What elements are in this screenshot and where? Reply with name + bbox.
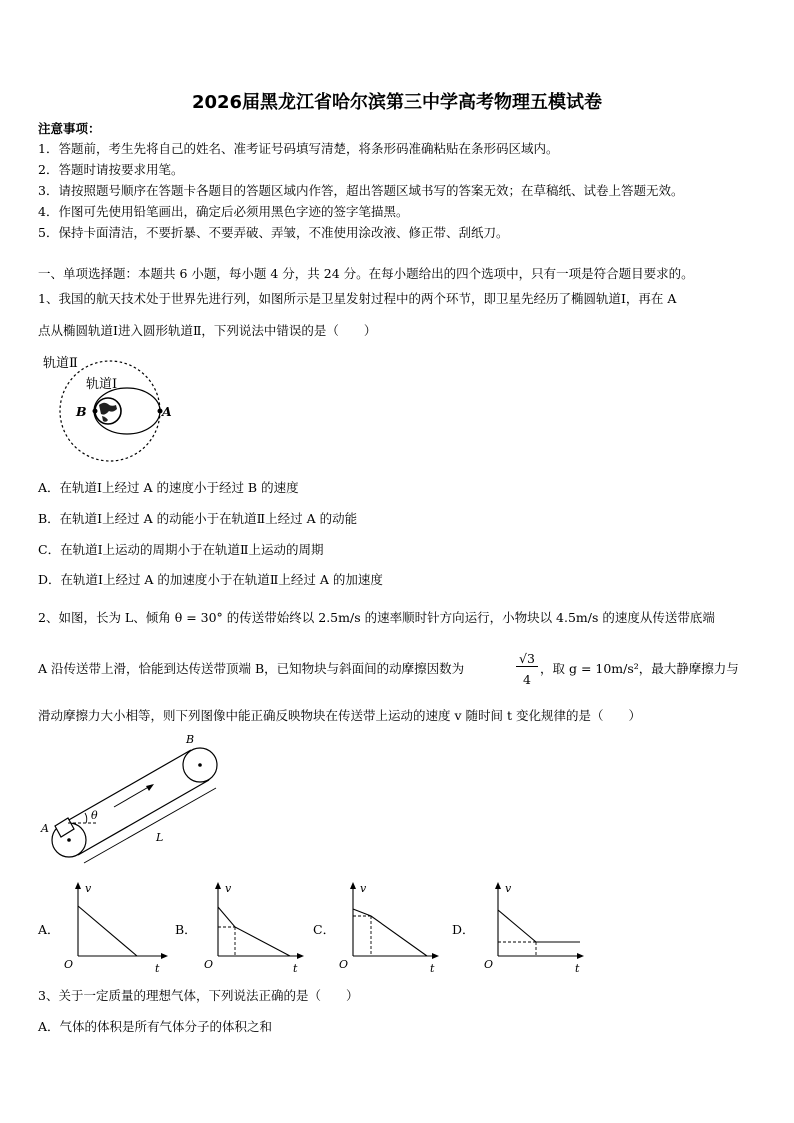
a-label: A (41, 822, 49, 835)
q1-stem-line2: 点从椭圆轨道Ⅰ进入圆形轨道Ⅱ，下列说法中错误的是（ ） (38, 323, 377, 338)
notice-item: 5．保持卡面清洁，不要折暴、不要弄破、弄皱，不准使用涂改液、修正带、刮纸刀。 (38, 225, 509, 240)
q2-stem-line2a: A 沿传送带上滑，恰能到达传送带顶端 B，已知物块与斜面间的动摩擦因数为 (38, 661, 465, 676)
orbit1-label: 轨道Ⅰ (86, 377, 118, 392)
b-label: B (186, 733, 195, 746)
block-icon (55, 818, 74, 837)
svg-text:O: O (64, 958, 74, 971)
vt-line (78, 906, 137, 956)
q2-option-b-label: B． (175, 922, 197, 937)
point-b-label: B (76, 404, 87, 419)
notice-item: 3．请按照题号顺序在答题卡各题目的答题区域内作答，超出答题区域书写的答案无效；在草稿纸、试卷上答题无效。 (38, 183, 684, 198)
orbit2-label: 轨道Ⅱ (43, 356, 78, 371)
svg-text:t: t (293, 962, 298, 975)
vt-line (498, 910, 580, 942)
point-a-label: A (162, 404, 172, 419)
notice-item: 2．答题时请按要求用笔。 (38, 162, 184, 177)
q2-option-c-label: C． (313, 922, 336, 937)
q1-option-d: D．在轨道Ⅰ上经过 A 的加速度小于在轨道Ⅱ上经过 A 的加速度 (38, 572, 383, 587)
point-b (93, 409, 98, 414)
q3-option-a: A．气体的体积是所有气体分子的体积之和 (38, 1019, 273, 1034)
svg-text:t: t (430, 962, 435, 975)
q2-option-a-label: A． (38, 922, 60, 937)
q1-option-c: C．在轨道Ⅰ上运动的周期小于在轨道Ⅱ上运动的周期 (38, 542, 324, 557)
graph-option-a (60, 880, 170, 975)
point-a (158, 409, 163, 414)
fraction-numerator: √3 (516, 651, 538, 667)
page-title: 2026届黑龙江省哈尔滨第三中学高考物理五模试卷 (191, 92, 603, 113)
graph-option-c (335, 880, 445, 975)
svg-text:v: v (505, 882, 512, 895)
belt-bottom (78, 780, 209, 855)
q2-option-d-label: D． (452, 922, 475, 937)
svg-text:t: t (155, 962, 160, 975)
velocity-arrow (114, 785, 152, 807)
q1-stem-line1: 1、我国的航天技术处于世界先进行列，如图所示是卫星发射过程中的两个环节，即卫星先经历了椭圆轨道Ⅰ，再在 A (38, 291, 677, 306)
l-label: L (156, 831, 164, 844)
notice-item: 4．作图可先使用铅笔画出，确定后必须用黑色字迹的签字笔描黑。 (38, 204, 409, 219)
orbit-figure (40, 350, 180, 468)
notice-heading: 注意事项： (38, 121, 101, 136)
section-heading: 一、单项选择题：本题共 6 小题，每小题 4 分，共 24 分。在每小题给出的四个选项中，只有一项是符合题目要求的。 (38, 266, 694, 281)
graph-option-b (200, 880, 310, 975)
conveyor-figure (38, 730, 238, 870)
vt-line (218, 907, 290, 956)
svg-text:O: O (204, 958, 214, 971)
q1-option-b: B．在轨道Ⅰ上经过 A 的动能小于在轨道Ⅱ上经过 A 的动能 (38, 511, 358, 526)
notice-item: 1．答题前，考生先将自己的姓名、准考证号码填写清楚，将条形码准确粘贴在条形码区域内。 (38, 141, 559, 156)
svg-text:O: O (339, 958, 349, 971)
q3-stem: 3、关于一定质量的理想气体，下列说法正确的是（ ） (38, 988, 359, 1003)
graph-option-d (480, 880, 590, 975)
q2-stem-line1: 2、如图，长为 L、倾角 θ = 30° 的传送带始终以 2.5m/s 的速率顺时针方向运行，小物块以 4.5m/s 的速度从传送带底端 (38, 610, 715, 625)
svg-text:v: v (85, 882, 92, 895)
svg-text:O: O (484, 958, 494, 971)
svg-text:v: v (360, 882, 367, 895)
q1-option-a: A．在轨道Ⅰ上经过 A 的速度小于经过 B 的速度 (38, 480, 299, 495)
q2-stem-line2b: ，取 g = 10m/s²，最大静摩擦力与 (540, 661, 739, 676)
svg-text:v: v (225, 882, 232, 895)
svg-text:t: t (575, 962, 580, 975)
theta-label: θ (91, 809, 98, 822)
q2-stem-line3: 滑动摩擦力大小相等，则下列图像中能正确反映物块在传送带上运动的速度 v 随时间 t 变化规律的是（ ） (38, 708, 641, 723)
fraction-denominator: 4 (523, 672, 531, 687)
